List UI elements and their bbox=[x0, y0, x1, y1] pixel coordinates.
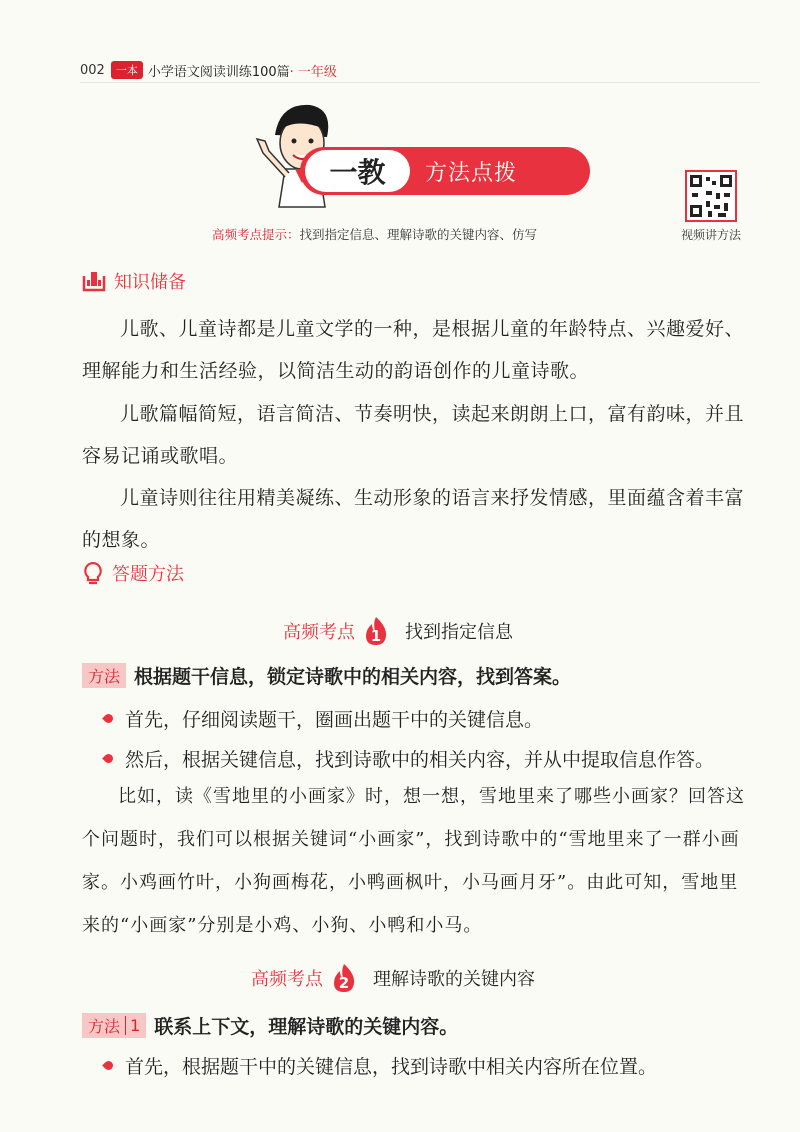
bullet-text: 首先，仔细阅读题干，圈画出题干中的关键信息。 bbox=[125, 709, 544, 731]
grade-label: · 一年级 bbox=[289, 64, 337, 80]
method-text: 联系上下文，理解诗歌的关键内容。 bbox=[154, 1015, 459, 1038]
method-tag-text: 方法 bbox=[88, 666, 121, 686]
method-tag-text: 方法 bbox=[88, 1016, 121, 1036]
knowledge-section-title bbox=[82, 268, 186, 294]
kp2-bullet-1 bbox=[104, 1052, 657, 1079]
knowledge-title-text: 知识储备 bbox=[114, 272, 186, 293]
key-point-name: 找到指定信息 bbox=[405, 622, 513, 643]
bullet-text: 首先，根据题干中的关键信息，找到诗歌中相关内容所在位置。 bbox=[125, 1056, 658, 1078]
key-point-number: 1 bbox=[370, 627, 382, 645]
example-paragraph: 比如，读《雪地里的小画家》时，想一想，雪地里来了哪些小画家？回答这个问题时，我们可以根据关键词“小画家”，找到诗歌中的“雪地里来了一群小画家。小鸡画竹叶，小狗画梅花，小鸭画枫叶，小马画月牙”。由此可知，雪地里来的“小画家”分别是小鸡、小狗、小鸭和小马。 bbox=[82, 786, 745, 936]
key-point-2-title bbox=[251, 962, 535, 994]
bullet-marker-icon bbox=[102, 752, 115, 765]
method-number: 1 bbox=[125, 1016, 140, 1035]
book-title: 小学语文阅读训练100篇 bbox=[147, 64, 290, 80]
bullet-marker-icon bbox=[102, 712, 115, 725]
answering-title-text: 答题方法 bbox=[112, 564, 184, 585]
high-frequency-tip bbox=[212, 225, 537, 243]
flame-number-icon bbox=[329, 962, 359, 994]
key-point-number: 2 bbox=[338, 974, 350, 992]
key-point-label: 高频考点 bbox=[283, 622, 355, 643]
banner-title: 方法点拨 bbox=[425, 160, 518, 186]
lightbulb-icon bbox=[82, 561, 104, 585]
knowledge-paragraph-1: 儿歌、儿童诗都是儿童文学的一种，是根据儿童的年龄特点、兴趣爱好、理解能力和生活经验，以简洁生动的韵语创作的儿童诗歌。 bbox=[82, 318, 745, 382]
header-divider bbox=[80, 82, 760, 83]
answering-section-title bbox=[82, 560, 184, 586]
key-point-1-title bbox=[283, 615, 513, 647]
banner-badge: 一教 bbox=[305, 150, 410, 192]
knowledge-paragraph-2: 儿歌篇幅简短，语言简洁、节奏明快，读起来朗朗上口，富有韵味，并且容易记诵或歌唱。 bbox=[82, 403, 745, 467]
method-text: 根据题干信息，锁定诗歌中的相关内容，找到答案。 bbox=[134, 665, 572, 688]
bullet-text: 然后，根据关键信息，找到诗歌中的相关内容，并从中提取信息作答。 bbox=[125, 749, 715, 771]
bullet-marker-icon bbox=[102, 1059, 115, 1072]
kp1-bullet-1 bbox=[104, 705, 543, 732]
qr-caption: 视频讲方法 bbox=[681, 228, 742, 242]
method-line-2 bbox=[82, 1010, 458, 1040]
method-tag bbox=[82, 663, 126, 688]
knowledge-paragraph-3: 儿童诗则往往用精美凝练、生动形象的语言来抒发情感，里面蕴含着丰富的想象。 bbox=[82, 487, 745, 551]
method-line-1 bbox=[82, 660, 571, 690]
method-tag bbox=[82, 1013, 146, 1038]
book-stack-icon bbox=[82, 270, 106, 292]
key-point-label: 高频考点 bbox=[251, 969, 323, 990]
qr-code-icon[interactable] bbox=[685, 170, 737, 222]
tip-label: 高频考点提示： bbox=[212, 227, 300, 242]
kp1-bullet-2 bbox=[104, 745, 714, 772]
series-logo: 一本 bbox=[111, 61, 143, 79]
tip-content: 找到指定信息、理解诗歌的关键内容、仿写 bbox=[299, 227, 538, 242]
key-point-name: 理解诗歌的关键内容 bbox=[373, 969, 535, 990]
flame-number-icon bbox=[361, 615, 391, 647]
running-header bbox=[80, 60, 337, 80]
page-number: 002 bbox=[80, 62, 105, 78]
